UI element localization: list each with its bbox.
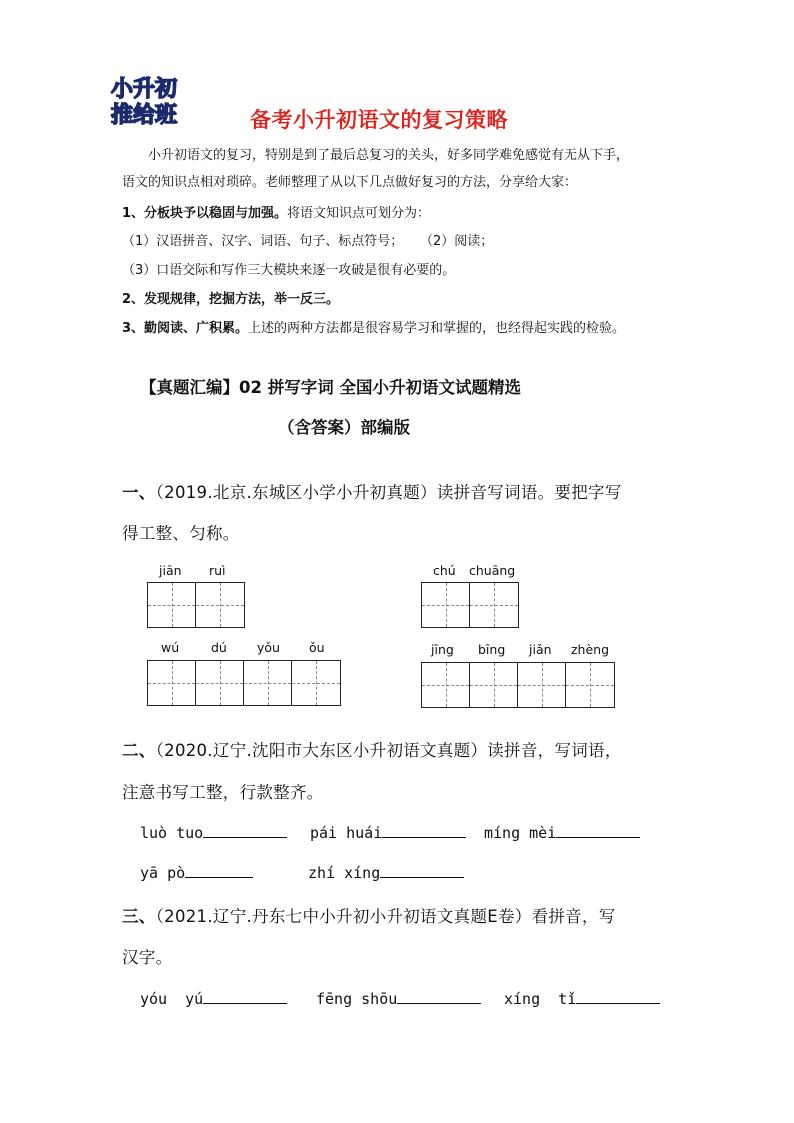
pinyin-box-group-4 [421, 642, 621, 710]
section-heading-line-1: 【真题汇编】02 拼写字词 全国小升初语文试题精选 [140, 378, 521, 397]
answer-blank[interactable] [382, 822, 466, 838]
writing-cell[interactable] [148, 583, 196, 627]
strategy-1-c: （3）口语交际和写作三大模块来逐一攻破是很有必要的。 [122, 263, 456, 278]
writing-cell[interactable] [292, 661, 340, 705]
tianzige-grid[interactable] [147, 582, 245, 628]
answer-blank[interactable] [203, 822, 287, 838]
answer-item [316, 988, 481, 1008]
section-heading-line-2: （含答案）部编版 [278, 418, 410, 437]
answer-item [308, 862, 464, 882]
page-title: 备考小升初语文的复习策略 [250, 108, 508, 132]
answer-blank[interactable] [397, 988, 481, 1004]
question-3-line-1 [122, 903, 616, 927]
pinyin-label: jiān [159, 563, 182, 578]
strategy-1-b: （2）阅读； [420, 234, 494, 249]
answer-pinyin: míng mèi [484, 824, 557, 842]
writing-cell[interactable] [422, 663, 470, 707]
pinyin-label: ruì [209, 563, 226, 578]
pinyin-label: wú [161, 640, 180, 655]
question-1-number: 一、 [122, 483, 156, 502]
answer-pinyin: xíng tǐ [504, 990, 577, 1008]
pinyin-box-group-3 [147, 640, 347, 708]
pinyin-label: zhèng [571, 642, 610, 657]
writing-cell[interactable] [470, 583, 518, 627]
writing-cell[interactable] [196, 583, 244, 627]
intro-line-2: 语文的知识点相对琐碎。老师整理了从以下几点做好复习的方法，分享给大家： [122, 175, 578, 190]
pinyin-box-group-1 [147, 563, 247, 629]
answer-blank[interactable] [576, 988, 660, 1004]
question-2-line-2: 注意书写工整，行款整齐。 [122, 783, 324, 802]
answer-blank[interactable] [203, 988, 287, 1004]
strategy-3-text: 上述的两种方法都是很容易学习和掌握的，也经得起实践的检验。 [248, 321, 626, 336]
writing-cell[interactable] [566, 663, 614, 707]
strategy-3 [122, 320, 625, 338]
logo-text-top: 小升初 [111, 77, 178, 102]
pinyin-label: dú [211, 640, 227, 655]
pinyin-label: chú [433, 563, 456, 578]
answer-pinyin: pái huái [310, 824, 383, 842]
question-2-number: 二、 [122, 741, 156, 760]
answer-pinyin: fēng shōu [316, 990, 398, 1008]
tianzige-grid[interactable] [421, 662, 615, 708]
intro-line-1: 小升初语文的复习，特别是到了最后总复习的关头，好多同学难免感觉有无从下手， [148, 148, 630, 163]
pinyin-label: jiǎn [529, 642, 552, 657]
writing-cell[interactable] [244, 661, 292, 705]
question-1-text: （2019.北京.东城区小学小升初真题）读拼音写词语。要把字写 [155, 483, 622, 502]
question-1-line-2: 得工整、匀称。 [122, 524, 240, 543]
pinyin-box-group-2 [421, 563, 521, 629]
answer-blank[interactable] [185, 862, 253, 878]
answer-pinyin: zhí xíng [308, 864, 381, 882]
answer-item [140, 862, 253, 882]
tianzige-grid[interactable] [147, 660, 341, 706]
pinyin-label: yǒu [257, 640, 280, 655]
answer-pinyin: luò tuo [140, 824, 204, 842]
tianzige-grid[interactable] [421, 582, 519, 628]
question-2-text: （2020.辽宁.沈阳市大东区小升初语文真题）读拼音，写词语， [155, 741, 622, 760]
writing-cell[interactable] [518, 663, 566, 707]
answer-pinyin: yā pò [140, 864, 186, 882]
answer-pinyin: yóu yú [140, 990, 204, 1008]
answer-item [504, 988, 660, 1008]
strategy-1 [122, 205, 430, 223]
answer-item [140, 822, 287, 842]
answer-blank[interactable] [380, 862, 464, 878]
answer-item [140, 988, 287, 1008]
strategy-2: 2、发现规律，挖掘方法，举一反三。 [122, 292, 340, 307]
writing-cell[interactable] [148, 661, 196, 705]
question-3-number: 三、 [122, 907, 156, 926]
pinyin-label: chuāng [469, 563, 516, 578]
logo-text-bottom: 推给班 [111, 103, 178, 128]
question-1-line-1 [122, 479, 622, 503]
writing-cell[interactable] [422, 583, 470, 627]
strategy-1-text: 将语文知识点可划分为： [287, 206, 431, 221]
question-3-line-2: 汉字。 [122, 948, 173, 967]
strategy-3-title: 3、勤阅读、广积累。 [122, 321, 249, 336]
pinyin-label: ǒu [309, 640, 325, 655]
answer-blank[interactable] [556, 822, 640, 838]
question-3-text: （2021.辽宁.丹东七中小升初小升初语文真题E卷）看拼音，写 [155, 907, 616, 926]
logo [103, 72, 211, 128]
answer-item [310, 822, 466, 842]
pinyin-label: bīng [478, 642, 506, 657]
pinyin-label: jīng [431, 642, 454, 657]
question-2-line-1 [122, 737, 622, 761]
writing-cell[interactable] [196, 661, 244, 705]
strategy-1-a: （1）汉语拼音、汉字、词语、句子、标点符号； [122, 234, 404, 249]
writing-cell[interactable] [470, 663, 518, 707]
answer-item [484, 822, 640, 842]
strategy-1-title: 1、分板块予以稳固与加强。 [122, 206, 288, 221]
